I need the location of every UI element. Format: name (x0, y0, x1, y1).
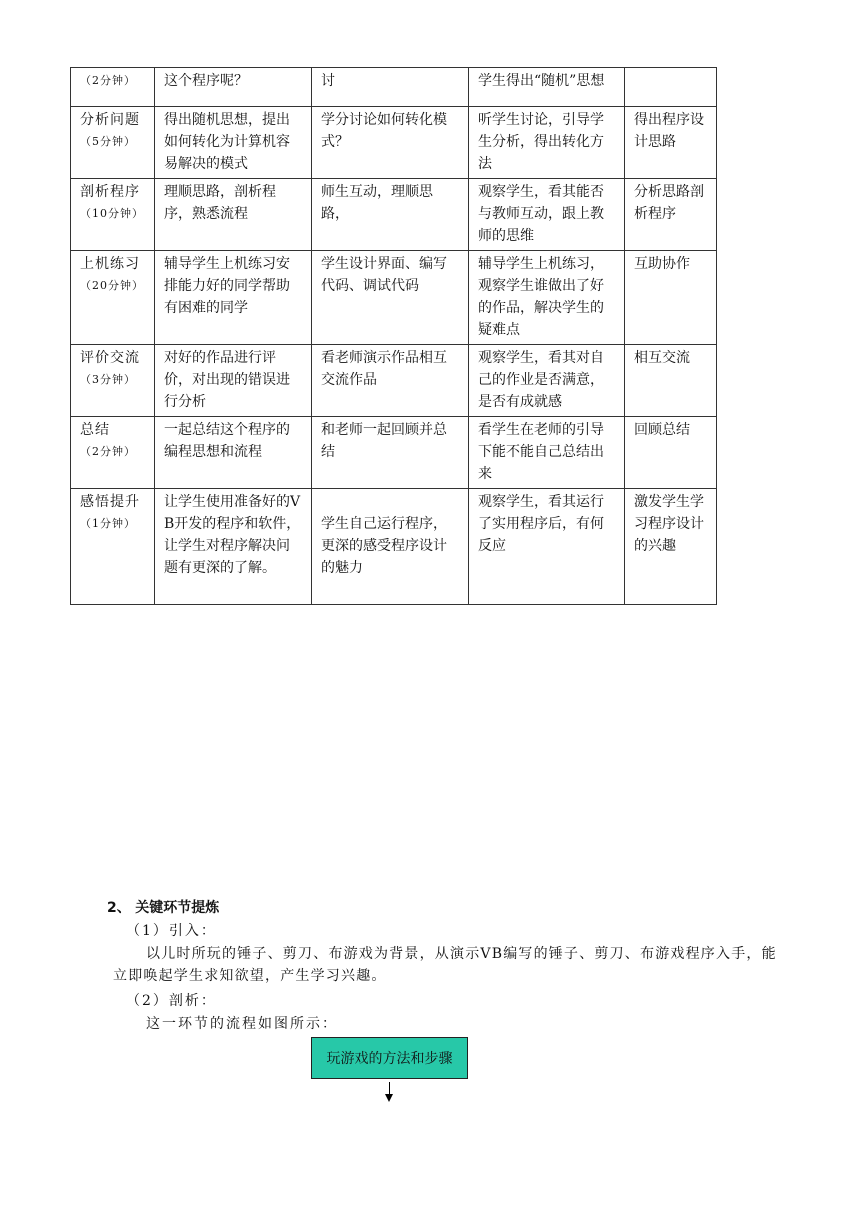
stage-title: 总结 (80, 422, 110, 438)
table-row (71, 489, 717, 605)
stage-title: 上机练习 (80, 256, 140, 272)
observation-cell: 观察学生，看其运行了实用程序后，有何反应 (469, 489, 625, 605)
teacher-activity-cell: 对好的作品进行评价，对出现的错误进行分析 (155, 345, 312, 417)
stage-cell (71, 345, 155, 417)
stage-duration: （10分钟） (80, 207, 144, 220)
purpose-cell: 激发学生学习程序设计的兴趣 (625, 489, 717, 605)
student-activity-cell: 看老师演示作品相互交流作品 (312, 345, 469, 417)
observation-cell: 观察学生，看其对自己的作业是否满意，是否有成就感 (469, 345, 625, 417)
stage-cell (71, 251, 155, 345)
student-activity-cell: 和老师一起回顾并总结 (312, 417, 469, 489)
student-activity-cell: 师生互动，理顺思路， (312, 179, 469, 251)
stage-duration: （2分钟） (80, 445, 136, 458)
observation-cell: 听学生讨论，引导学生分析，得出转化方法 (469, 107, 625, 179)
stage-cell (71, 68, 155, 107)
table-body (71, 68, 717, 605)
lesson-plan-table (70, 67, 717, 605)
section-heading-text: 关键环节提炼 (135, 900, 220, 916)
table-row (71, 417, 717, 489)
table-row (71, 68, 717, 107)
purpose-cell: 得出程序设计思路 (625, 107, 717, 179)
stage-duration: （3分钟） (80, 373, 136, 386)
intro-paragraph: 以儿时所玩的锤子、剪刀、布游戏为背景，从演示VB编写的锤子、剪刀、布游戏程序入手，能立即唤起学生求知欲望，产生学习兴趣。 (113, 946, 777, 984)
table-row (71, 107, 717, 179)
purpose-cell: 相互交流 (625, 345, 717, 417)
teacher-activity-cell: 一起总结这个程序的编程思想和流程 (155, 417, 312, 489)
purpose-cell: 互助协作 (625, 251, 717, 345)
flowchart-arrow-down-icon (385, 1094, 393, 1102)
stage-duration: （1分钟） (80, 517, 136, 530)
observation-cell: 辅导学生上机练习，观察学生谁做出了好的作品，解决学生的疑难点 (469, 251, 625, 345)
student-activity-cell: 学生设计界面、编写代码、调试代码 (312, 251, 469, 345)
stage-title: 剖析程序 (80, 184, 140, 200)
stage-title: 分析问题 (80, 112, 140, 128)
teacher-activity-cell: 得出随机思想，提出如何转化为计算机容易解决的模式 (155, 107, 312, 179)
observation-cell: 学生得出“随机”思想 (469, 68, 625, 107)
table-row (71, 345, 717, 417)
flowchart-box-label: 玩游戏的方法和步骤 (326, 1051, 453, 1067)
teacher-activity-cell: 辅导学生上机练习安排能力好的同学帮助有困难的同学 (155, 251, 312, 345)
table-row (71, 179, 717, 251)
stage-cell (71, 107, 155, 179)
student-activity-cell: 学分讨论如何转化模式？ (312, 107, 469, 179)
purpose-cell: 分析思路剖析程序 (625, 179, 717, 251)
teacher-activity-cell: 让学生使用准备好的VB开发的程序和软件，让学生对程序解决问题有更深的了解。 (155, 489, 312, 605)
subheading-analysis: （2）剖析： (126, 993, 217, 1009)
table-row (71, 251, 717, 345)
stage-duration: （2分钟） (80, 74, 136, 87)
stage-cell (71, 417, 155, 489)
purpose-cell (625, 68, 717, 107)
teacher-activity-cell: 这个程序呢？ (155, 68, 312, 107)
stage-duration: （5分钟） (80, 135, 136, 148)
purpose-cell: 回顾总结 (625, 417, 717, 489)
flowchart-box-game-steps (311, 1037, 468, 1079)
teacher-activity-cell: 理顺思路，剖析程序，熟悉流程 (155, 179, 312, 251)
student-activity-cell: 学生自己运行程序，更深的感受程序设计的魅力 (312, 489, 469, 605)
stage-cell (71, 179, 155, 251)
section-heading (107, 897, 219, 919)
observation-cell: 看学生在老师的引导下能不能自己总结出来 (469, 417, 625, 489)
analysis-paragraph: 这一环节的流程如图所示： (146, 1016, 338, 1032)
stage-duration: （20分钟） (80, 279, 144, 292)
stage-title: 感悟提升 (80, 494, 140, 510)
student-activity-cell: 讨 (312, 68, 469, 107)
subheading-intro: （1）引入： (126, 923, 217, 939)
observation-cell: 观察学生，看其能否与教师互动，跟上教师的思维 (469, 179, 625, 251)
section-heading-number: 2、 (107, 900, 131, 916)
stage-title: 评价交流 (80, 350, 140, 366)
stage-cell (71, 489, 155, 605)
